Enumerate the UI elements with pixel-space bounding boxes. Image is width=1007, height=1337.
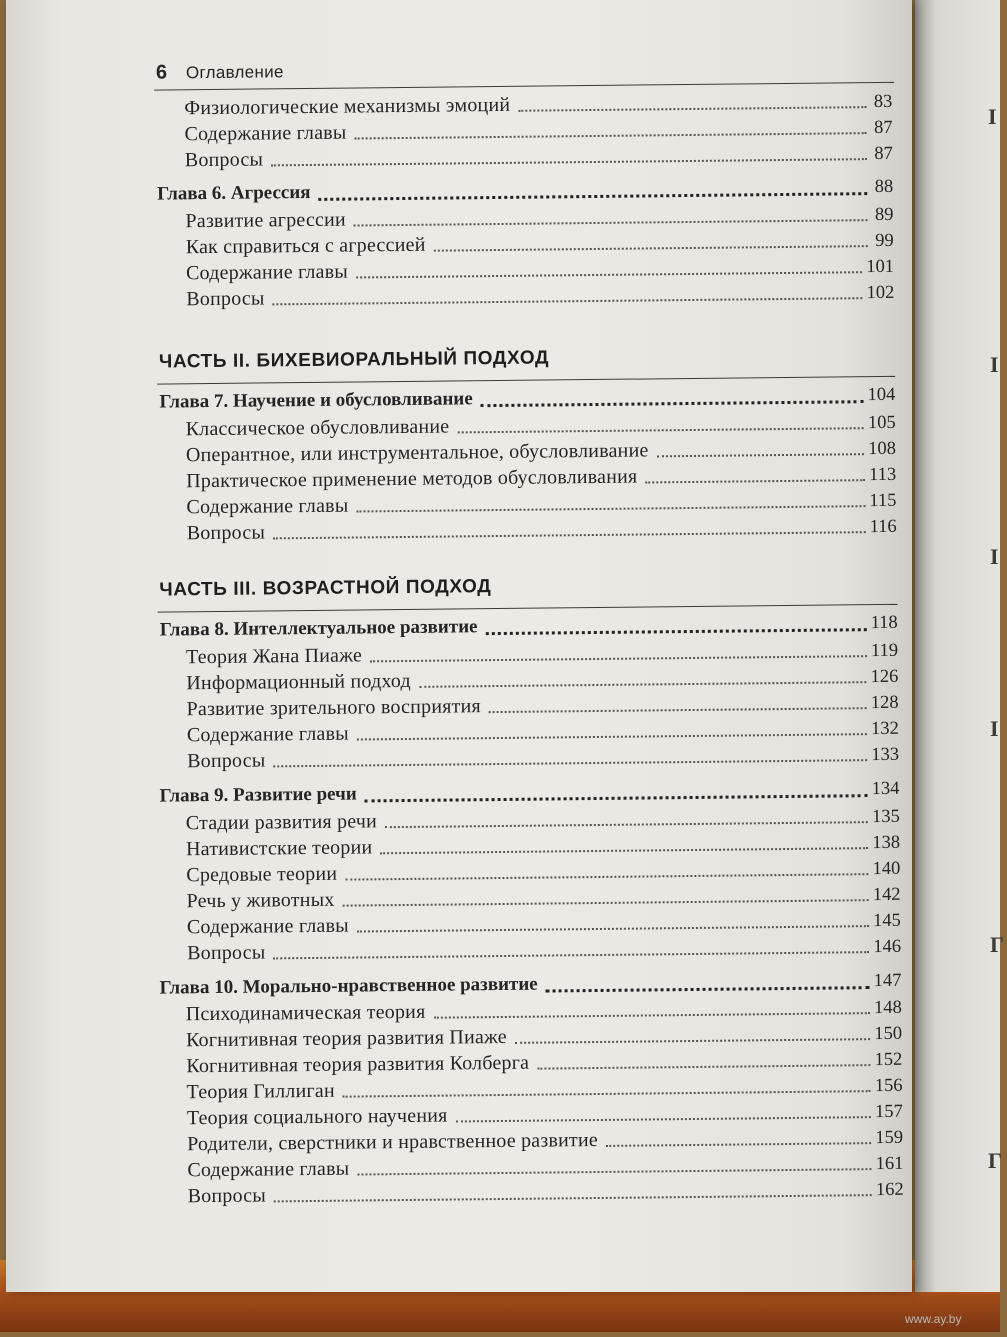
bleed-letter: I <box>988 104 997 129</box>
dot-leader <box>385 817 868 828</box>
toc-page-number: 113 <box>869 464 897 486</box>
toc-page-number: 135 <box>871 806 900 828</box>
dot-leader <box>356 501 865 512</box>
bleed-letter: I <box>990 716 999 741</box>
dot-leader <box>354 215 868 226</box>
toc-section-title: Содержание главы <box>187 1157 350 1182</box>
toc-page-number: 108 <box>868 438 897 460</box>
toc-page-number: 150 <box>874 1023 903 1045</box>
toc-section-title: Вопросы <box>186 521 266 545</box>
toc-page-number: 156 <box>874 1075 903 1097</box>
dot-leader <box>370 651 867 662</box>
toc-chapter-title: Глава 10. Морально-нравственное развитие <box>159 973 538 999</box>
toc-section-title: Вопросы <box>187 1184 267 1208</box>
dot-leader <box>455 1112 871 1122</box>
toc-section-title: Содержание главы <box>184 121 347 146</box>
part-title: ЧАСТЬ II. БИХЕВИОРАЛЬНЫЙ ПОДХОД <box>158 347 550 373</box>
bleed-letter: Г <box>988 1148 1002 1173</box>
toc-section-title: Когнитивная теория развития Пиаже <box>185 1025 507 1052</box>
toc-section-title: Содержание главы <box>185 260 349 285</box>
bleed-letter: Г <box>990 932 1004 957</box>
dot-leader <box>481 396 864 407</box>
toc-page-number: 102 <box>866 282 895 304</box>
toc-page-number: 88 <box>874 176 894 198</box>
page-header <box>154 52 894 91</box>
dot-leader <box>489 703 867 713</box>
toc-section-title: Физиологические механизмы эмоций <box>184 93 511 120</box>
dot-leader <box>356 267 862 278</box>
dot-leader <box>345 869 868 880</box>
toc-section-title: Вопросы <box>186 287 265 311</box>
dot-leader <box>273 527 866 539</box>
dot-leader <box>343 1086 871 1098</box>
toc-section-title: Теория Гиллиган <box>186 1079 335 1104</box>
toc-section-title: Когнитивная теория развития Колберга <box>186 1051 530 1078</box>
toc-section-title: Практическое применение методов обусловливания <box>186 465 638 493</box>
dot-leader <box>273 293 863 305</box>
toc-page-number: 99 <box>875 230 894 252</box>
toc-section-title: Теория социального научения <box>186 1104 448 1130</box>
toc-page-number: 162 <box>875 1179 904 1201</box>
bleed-letter: I <box>990 544 999 569</box>
toc-page-number: 116 <box>869 516 897 538</box>
toc-page-number: 145 <box>873 910 901 932</box>
toc-section-title: Как справиться с агрессией <box>185 233 426 259</box>
dot-leader <box>274 1190 872 1202</box>
toc-page-number: 147 <box>873 970 902 992</box>
toc-chapter-title: Глава 8. Интеллектуальное развитие <box>159 616 478 641</box>
toc-page-number: 142 <box>872 884 901 906</box>
toc-page-number: 146 <box>873 936 902 958</box>
dot-leader <box>342 895 868 907</box>
toc-section-title: Средовые теории <box>186 862 338 887</box>
toc-page-number: 105 <box>867 412 896 434</box>
toc-section-title: Стадии развития речи <box>185 810 378 835</box>
toc-page-number: 133 <box>871 744 900 766</box>
page-number: 6 <box>155 61 168 84</box>
toc-section-title: Содержание главы <box>186 722 349 747</box>
toc-page-number: 126 <box>870 666 899 688</box>
toc-chapter-title: Глава 9. Развитие речи <box>159 783 357 807</box>
dot-leader <box>518 102 866 112</box>
toc-section-title: Вопросы <box>184 148 264 172</box>
toc-page-number: 128 <box>870 692 899 714</box>
dot-leader <box>365 790 868 802</box>
dot-leader <box>357 729 867 740</box>
watermark: www.ay.by <box>905 1312 962 1326</box>
toc-chapter-title: Глава 6. Агрессия <box>157 181 311 205</box>
toc-page-number: 104 <box>867 384 896 406</box>
toc-section-title: Развитие агрессии <box>185 208 346 233</box>
dot-leader <box>380 843 868 854</box>
dot-leader <box>433 1008 870 1019</box>
toc-page-number: 132 <box>870 718 899 740</box>
toc-section-title: Развитие зрительного восприятия <box>186 695 481 721</box>
toc-page-number: 115 <box>869 490 897 512</box>
dot-leader <box>606 1138 872 1147</box>
toc-page-number: 138 <box>872 832 901 854</box>
bleed-letter: I <box>990 352 999 377</box>
toc-section-title: Содержание главы <box>186 914 349 939</box>
dot-leader <box>645 475 865 483</box>
dot-leader <box>457 423 864 433</box>
dot-leader <box>546 982 870 992</box>
toc-section-title: Вопросы <box>187 749 266 773</box>
running-head: Оглавление <box>185 62 284 83</box>
dot-leader <box>271 154 867 166</box>
toc-section-title: Вопросы <box>187 941 266 965</box>
toc-page-number: 83 <box>873 91 893 113</box>
dot-leader <box>357 921 869 932</box>
dot-leader <box>319 188 868 201</box>
toc-page-number: 157 <box>875 1101 903 1123</box>
toc-page-number: 161 <box>875 1153 904 1175</box>
toc-page-number: 140 <box>872 858 901 880</box>
dot-leader <box>515 1034 871 1044</box>
toc-section-title: Оперантное, или инструментальное, обусловливание <box>185 439 649 467</box>
dot-leader <box>357 1164 871 1175</box>
toc-page-number: 152 <box>874 1049 903 1071</box>
toc-section-title: Информационный подход <box>186 669 411 695</box>
toc-section-title: Классическое обусловливание <box>185 415 450 441</box>
dot-leader <box>486 624 867 635</box>
toc-section-title: Психодинамическая теория <box>185 1000 426 1026</box>
toc-page-number: 134 <box>871 778 900 800</box>
dot-leader <box>355 128 867 139</box>
toc-page-number: 87 <box>873 117 893 139</box>
dot-leader <box>537 1060 870 1069</box>
toc-page-number: 101 <box>866 256 895 278</box>
toc-page-number: 159 <box>875 1127 904 1149</box>
dot-leader <box>419 677 867 688</box>
toc-section-title: Нативистские теории <box>185 836 373 861</box>
toc-chapter-title: Глава 7. Научение и обусловливание <box>159 388 473 413</box>
toc-page-number: 87 <box>874 143 893 165</box>
toc-page-number: 148 <box>873 997 902 1019</box>
part-title: ЧАСТЬ III. ВОЗРАСТНОЙ ПОДХОД <box>159 576 492 601</box>
toc-page-number: 118 <box>870 612 898 634</box>
toc-page-number: 89 <box>874 204 894 226</box>
dot-leader <box>434 241 868 252</box>
toc-section-title: Теория Жана Пиаже <box>185 644 363 669</box>
dot-leader <box>657 449 865 457</box>
toc-section-title: Содержание главы <box>186 494 349 519</box>
toc-section-title: Речь у животных <box>186 888 335 913</box>
dot-leader <box>273 755 867 767</box>
toc-page-number: 119 <box>870 640 899 662</box>
dot-leader <box>273 947 869 959</box>
toc-section-title: Родители, сверстники и нравственное развитие <box>187 1129 599 1156</box>
